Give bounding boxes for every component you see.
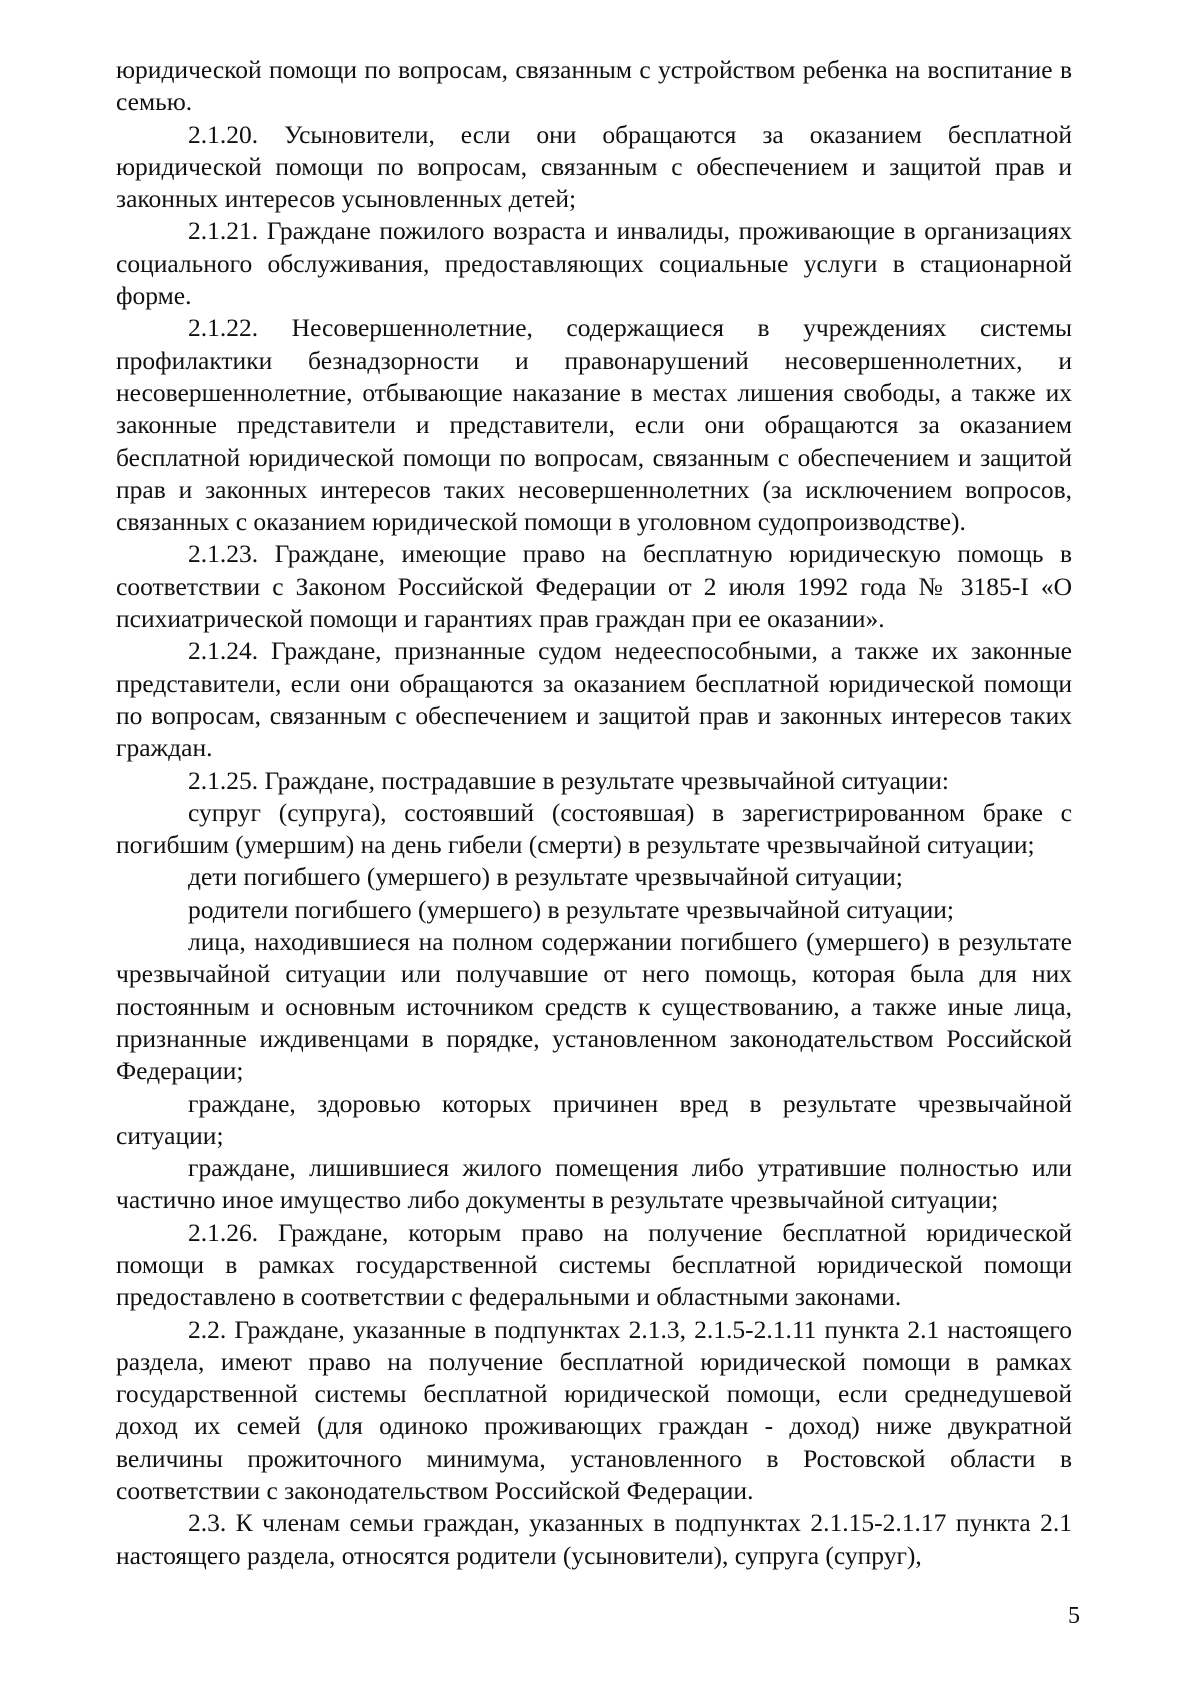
page-number: 5 [1068,1603,1080,1629]
document-body [116,54,1072,1572]
paragraph-2-1-24: 2.1.24. Граждане, признанные судом недееспособными, а также их законные представители, если они обращаются за оказанием бесплатной юридической помощи по вопросам, связанным с обеспечением и защитой прав и законных интересов таких граждан. [116,636,1072,763]
paragraph-2-1-25: 2.1.25. Граждане, пострадавшие в результате чрезвычайной ситуации: [188,765,949,795]
list-item-health-harm: граждане, здоровью которых причинен вред в результате чрезвычайной ситуации; [116,1088,1072,1150]
paragraph-2-1-20: 2.1.20. Усыновители, если они обращаются за оказанием бесплатной юридической помощи по вопросам, связанным с обеспечением и защитой прав и законных интересов усыновленных детей; [116,119,1072,214]
paragraph-continuation: юридической помощи по вопросам, связанным с устройством ребенка на воспитание в семью. [116,55,1072,117]
list-item-children: дети погибшего (умершего) в результате чрезвычайной ситуации; [188,862,903,892]
paragraph-2-1-23: 2.1.23. Граждане, имеющие право на бесплатную юридическую помощь в соответствии с Законом Российской Федерации от 2 июля 1992 года № 3185-I «О психиатрической помощи и гарантиях прав граждан при ее оказании». [116,539,1072,634]
list-item-parents: родители погибшего (умершего) в результате чрезвычайной ситуации; [188,894,954,924]
list-item-dependents: лица, находившиеся на полном содержании погибшего (умершего) в результате чрезвычайной ситуации или получавшие от него помощь, которая была для них постоянным и основным источником средств к существованию, а также иные лица, признанные иждивенцами в порядке, установленном законодательством Российской Федерации; [116,927,1072,1086]
list-item-property-loss: граждане, лишившиеся жилого помещения либо утратившие полностью или частично иное имущество либо документы в результате чрезвычайной ситуации; [116,1153,1072,1215]
list-item-spouse: супруг (супруга), состоявший (состоявшая) в зарегистрированном браке с погибшим (умершим) на день гибели (смерти) в результате чрезвычайной ситуации; [116,797,1072,860]
paragraph-2-1-26: 2.1.26. Граждане, которым право на получение бесплатной юридической помощи в рамках государственной системы бесплатной юридической помощи предоставлено в соответствии с федеральными и областными законами. [116,1217,1072,1312]
paragraph-2-2: 2.2. Граждане, указанные в подпунктах 2.1.3, 2.1.5-2.1.11 пункта 2.1 настоящего раздела, имеют право на получение бесплатной юридической помощи в рамках государственной системы бесплатной юридической помощи, если среднедушевой доход их семей (для одиноко проживающих граждан - доход) ниже двукратной величины прожиточного минимума, установленного в Ростовской области в соответствии с законодательством Российской Федерации. [116,1314,1072,1506]
paragraph-2-1-22: 2.1.22. Несовершеннолетние, содержащиеся в учреждениях системы профилактики безнадзорности и правонарушений несовершеннолетних, и несовершеннолетние, отбывающие наказание в местах лишения свободы, а также их законные представители и представители, если они обращаются за оказанием бесплатной юридической помощи по вопросам, связанным с обеспечением и защитой прав и законных интересов таких несовершеннолетних (за исключением вопросов, связанных с оказанием юридической помощи в уголовном судопроизводстве). [116,313,1072,537]
paragraph-2-1-21: 2.1.21. Граждане пожилого возраста и инвалиды, проживающие в организациях социального обслуживания, предоставляющих социальные услуги в стационарной форме. [116,216,1072,311]
paragraph-2-3: 2.3. К членам семьи граждан, указанных в подпунктах 2.1.15-2.1.17 пункта 2.1 настоящего раздела, относятся родители (усыновители), супруга (супруг), [116,1508,1072,1570]
